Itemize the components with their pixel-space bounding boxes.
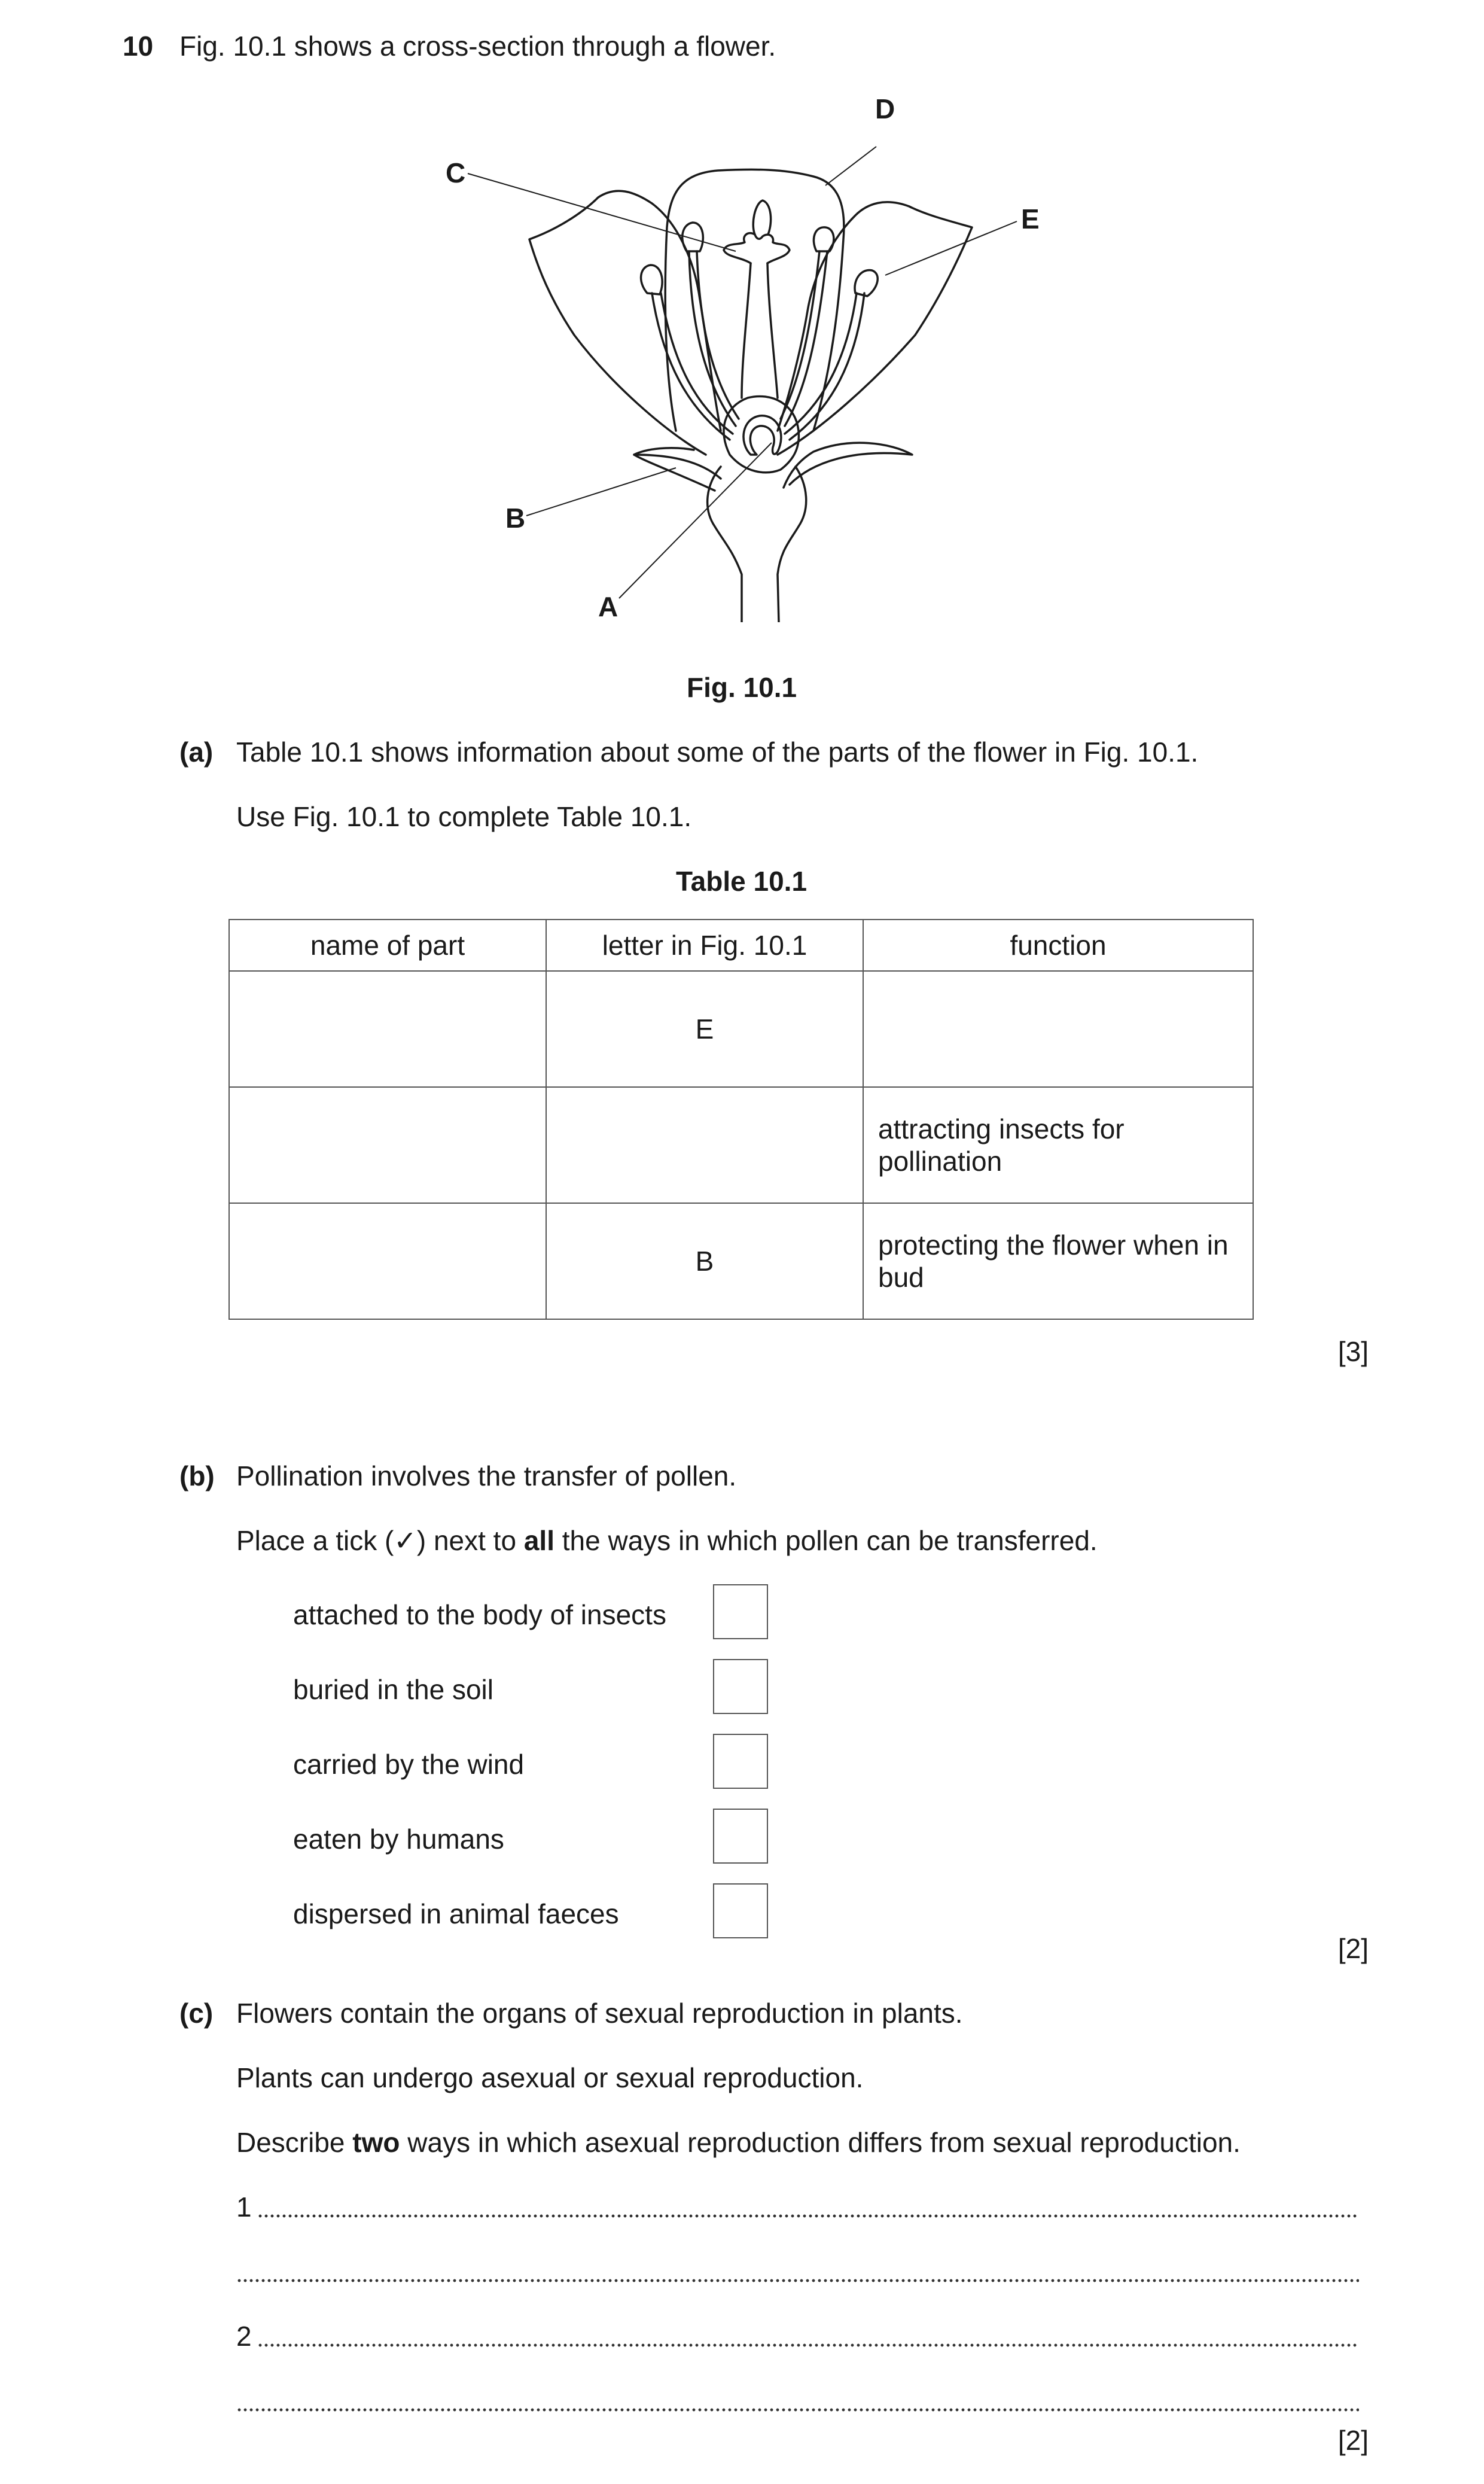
cell-function[interactable]	[863, 971, 1253, 1087]
left-petal	[529, 191, 721, 455]
tick-box-faeces[interactable]	[713, 1883, 768, 1938]
tick-box-soil[interactable]	[713, 1659, 768, 1714]
figure-caption: Fig. 10.1	[687, 672, 797, 703]
answer-number-2: 2	[236, 2321, 252, 2352]
part-c-line2: Plants can undergo asexual or sexual reproduction.	[236, 2062, 864, 2093]
ovule	[743, 416, 781, 455]
right-petal	[778, 202, 972, 455]
part-a-letter: (a)	[179, 736, 214, 768]
part-b-line1: Pollination involves the transfer of pollen.	[236, 1460, 737, 1491]
table-row	[229, 1087, 1253, 1203]
answer-line-1a[interactable]	[257, 2214, 1359, 2218]
part-a-marks: [3]	[1337, 1336, 1369, 1367]
anther-outer-right	[855, 270, 877, 296]
label-A: A	[598, 591, 618, 622]
answer-line-1b[interactable]	[236, 2278, 1359, 2283]
tick-box-humans[interactable]	[713, 1809, 768, 1864]
cell-name[interactable]	[229, 971, 546, 1087]
part-c-line3: Describe two ways in which asexual reproduction differs from sexual reproduction.	[236, 2127, 1241, 2158]
cell-function: attracting insects for pollination	[863, 1087, 1253, 1203]
style	[742, 263, 778, 398]
part-a-line1: Table 10.1 shows information about some of the parts of the flower in Fig. 10.1.	[236, 736, 1199, 768]
answer-line-2a[interactable]	[257, 2343, 1359, 2348]
option-label: carried by the wind	[293, 1749, 525, 1780]
tick-box-insects[interactable]	[713, 1584, 768, 1639]
table-header-row	[229, 920, 1253, 971]
table-row	[229, 1203, 1253, 1319]
table-10-1	[228, 919, 1254, 1320]
label-D: D	[875, 93, 895, 124]
label-C: C	[446, 157, 466, 188]
cell-name[interactable]	[229, 1203, 546, 1319]
anther-inner-right	[813, 227, 833, 251]
flower-cross-section-diagram	[419, 84, 1065, 622]
header-function: function	[863, 920, 1253, 971]
part-b-letter: (b)	[179, 1460, 215, 1491]
stamen-outer-left-filament	[652, 293, 733, 440]
label-B: B	[505, 503, 526, 534]
option-label: dispersed in animal faeces	[293, 1898, 619, 1929]
label-E: E	[1021, 203, 1040, 235]
part-b-line2: Place a tick (✓) next to all the ways in which pollen can be transferred.	[236, 1525, 1098, 1556]
tick-box-wind[interactable]	[713, 1734, 768, 1789]
part-c-marks: [2]	[1337, 2425, 1369, 2456]
header-letter: letter in Fig. 10.1	[546, 920, 863, 971]
table-title: Table 10.1	[676, 866, 807, 897]
option-label: buried in the soil	[293, 1674, 493, 1705]
part-c-letter: (c)	[179, 1998, 214, 2029]
anther-outer-left	[641, 265, 663, 294]
part-c-line1: Flowers contain the organs of sexual reproduction in plants.	[236, 1998, 963, 2029]
ovary	[724, 396, 799, 472]
part-b-marks: [2]	[1337, 1933, 1369, 1964]
cell-name[interactable]	[229, 1087, 546, 1203]
option-label: attached to the body of insects	[293, 1599, 666, 1630]
table-row	[229, 971, 1253, 1087]
stigma	[724, 233, 790, 263]
header-name-of-part: name of part	[229, 920, 546, 971]
cell-letter[interactable]	[546, 1087, 863, 1203]
cell-letter: E	[546, 971, 863, 1087]
cell-letter: B	[546, 1203, 863, 1319]
option-label: eaten by humans	[293, 1824, 504, 1855]
cell-function: protecting the flower when in bud	[863, 1203, 1253, 1319]
part-a-line2: Use Fig. 10.1 to complete Table 10.1.	[236, 801, 692, 832]
question-intro: Fig. 10.1 shows a cross-section through a flower.	[179, 31, 776, 62]
answer-line-2b[interactable]	[236, 2407, 1359, 2412]
question-number: 10	[123, 31, 154, 62]
answer-number-1: 1	[236, 2191, 252, 2223]
